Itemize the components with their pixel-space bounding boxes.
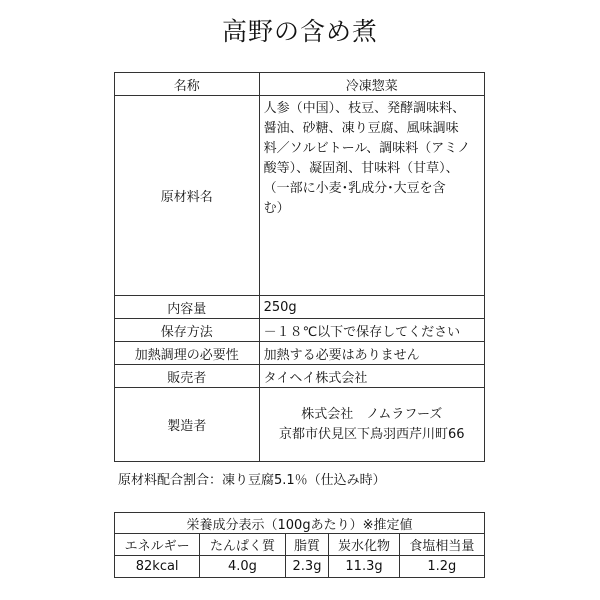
- nutrition-val-fat: 2.3g: [285, 556, 329, 578]
- heating-value: 加熱する必要はありません: [259, 342, 484, 365]
- ingredients-value: [259, 96, 484, 296]
- nutrition-val-protein: 4.0g: [200, 556, 285, 578]
- ingredients-line: 人参（中国）、枝豆、発酵調味料、: [263, 101, 466, 116]
- nutrition-col-carbs: 炭水化物: [329, 534, 399, 556]
- volume-value: 250g: [259, 296, 484, 319]
- heating-label: 加熱調理の必要性: [115, 342, 260, 365]
- ingredients-line: む）: [263, 201, 290, 216]
- ingredients-line: 料／ソルビトール、調味料（アミノ: [263, 141, 471, 156]
- maker-row: [115, 388, 485, 462]
- maker-value: [259, 388, 484, 462]
- maker-label: 製造者: [115, 388, 260, 462]
- nutrition-col-protein: たんぱく質: [200, 534, 285, 556]
- volume-row: [115, 296, 485, 319]
- maker-company: 株式会社 ノムラフーズ: [301, 406, 443, 422]
- nutrition-values-row: [115, 556, 485, 578]
- nutrition-val-carbs: 11.3g: [329, 556, 399, 578]
- ingredients-label: 原材料名: [115, 96, 260, 296]
- page-title: 高野の含め煮: [221, 17, 378, 46]
- heating-row: [115, 342, 485, 365]
- volume-label: 内容量: [115, 296, 260, 319]
- nutrition-header-row: [115, 513, 485, 534]
- nutrition-header: 栄養成分表示（100gあたり）※推定値: [115, 513, 485, 534]
- nutrition-val-salt: 1.2g: [399, 556, 484, 578]
- ingredient-ratio-note: 原材料配合割合：凍り豆腐5.1％（仕込み時）: [118, 473, 386, 488]
- storage-label: 保存方法: [115, 319, 260, 342]
- ingredients-line: 酸等）、凝固剤、甘味料（甘草）、: [263, 161, 459, 176]
- product-label-table: [114, 72, 485, 462]
- storage-value: －１８℃以下で保存してください: [259, 319, 484, 342]
- nutrition-col-fat: 脂質: [285, 534, 329, 556]
- maker-address: 京都市伏見区下鳥羽西芹川町66: [279, 426, 465, 442]
- nutrition-table: [114, 512, 485, 578]
- seller-label: 販売者: [115, 365, 260, 388]
- seller-value: タイヘイ株式会社: [259, 365, 484, 388]
- nutrition-columns-row: [115, 534, 485, 556]
- ingredients-line: （一部に小麦･乳成分･大豆を含: [263, 181, 446, 196]
- name-value: 冷凍惣菜: [259, 73, 484, 96]
- nutrition-col-salt: 食塩相当量: [399, 534, 484, 556]
- name-row: [115, 73, 485, 96]
- ingredients-line: 醤油、砂糖、凍り豆腐、風味調味: [263, 121, 459, 136]
- nutrition-val-energy: 82kcal: [115, 556, 200, 578]
- storage-row: [115, 319, 485, 342]
- name-label: 名称: [115, 73, 260, 96]
- nutrition-col-energy: エネルギー: [115, 534, 200, 556]
- ingredients-row: [115, 96, 485, 296]
- seller-row: [115, 365, 485, 388]
